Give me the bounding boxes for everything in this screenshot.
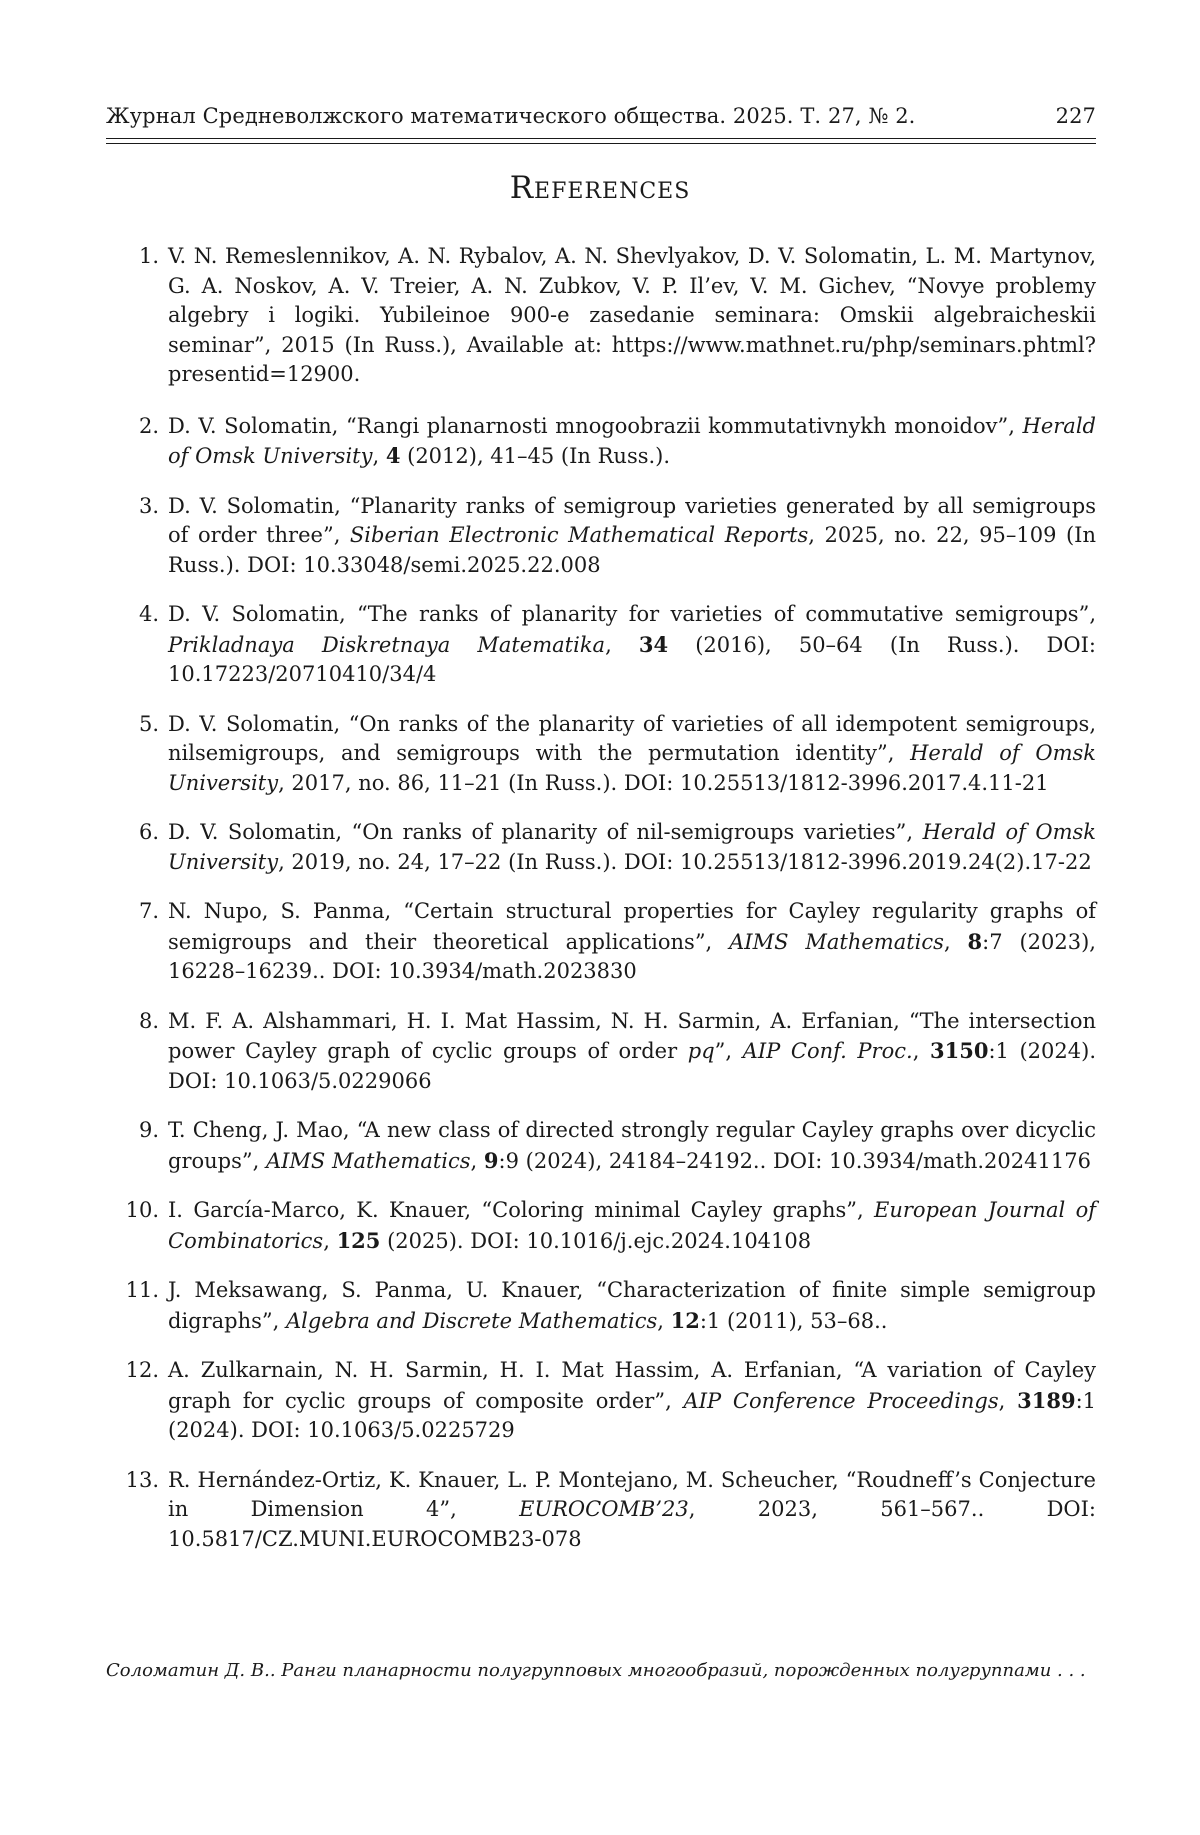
reference-segment: N. Nupo, S. Panma, “Certain structural properties for Cayley regularity graphs of semigroups and their theoretical applications”,: [168, 899, 1096, 954]
reference-italic: AIP Conference Proceedings: [683, 1388, 999, 1413]
reference-item: [106, 600, 1096, 690]
reference-text: [168, 897, 1096, 987]
reference-segment: , 2023, 561–567.. DOI: 10.5817/CZ.MUNI.EUROCOMB23-078: [168, 1497, 1096, 1551]
reference-item: [106, 1356, 1096, 1446]
reference-segment: ,: [657, 1308, 671, 1333]
reference-number: 9.: [138, 1118, 159, 1142]
reference-segment: V. N. Remeslennikov, A. N. Rybalov, A. N. Shevlyakov, D. V. Solomatin, L. M. Martynov, G. A. Noskov, A. V. Treier, A. N. Zubkov, V. P. Il’ev, V. M. Gichev, “Novye problemy algebry i logiki. Yubileinoe 900-e zasedanie seminara: Omskii algebraicheskii seminar”, 2015 (In Russ.), Available at: https://www.mathnet.ru/php/seminars.phtml?presentid=12900.: [168, 244, 1096, 386]
reference-number: 1.: [138, 244, 159, 268]
reference-text: [168, 1116, 1096, 1176]
reference-segment: D. V. Solomatin, “Planarity ranks of semigroup varieties generated by all semigroups of order three”,: [168, 493, 1096, 547]
reference-italic: Herald of Omsk University: [168, 741, 1096, 795]
running-header: [106, 104, 1096, 128]
reference-segment: ,: [943, 929, 968, 954]
reference-segment: D. V. Solomatin, “Rangi planarnosti mnogoobrazii kommutativnykh monoidov”,: [168, 413, 1023, 438]
reference-italic: AIP Conf. Proc.: [742, 1039, 913, 1063]
reference-volume: 34: [638, 631, 669, 657]
reference-segment: ,: [605, 632, 639, 657]
reference-segment: R. Hernández-Ortiz, K. Knauer, L. P. Montejano, M. Scheucher, “Roudneff’s Conjecture in Dimension 4”,: [168, 1467, 1096, 1521]
reference-list: [106, 242, 1096, 1554]
reference-segment: ,: [470, 1148, 484, 1173]
reference-segment: ,: [998, 1388, 1018, 1413]
reference-text: [168, 242, 1096, 390]
reference-text: [168, 600, 1096, 690]
reference-italic: AIMS Mathematics: [729, 929, 944, 954]
reference-text: [168, 818, 1096, 877]
reference-number: 8.: [138, 1008, 159, 1033]
reference-volume: 12: [670, 1307, 700, 1333]
section-title: References: [509, 170, 691, 206]
reference-segment: D. V. Solomatin, “On ranks of the planarity of varieties of all idempotent semigroups, nilsemigroups, and semigroups with the permutation identity”,: [168, 711, 1096, 765]
reference-item: [106, 492, 1096, 581]
reference-item: [106, 897, 1096, 987]
reference-segment: ,: [912, 1039, 930, 1063]
reference-italic: pq: [687, 1039, 715, 1063]
reference-segment: :7 (2023), 16228–16239.. DOI: 10.3934/math.2023830: [168, 929, 1096, 983]
reference-item: [106, 242, 1096, 390]
reference-italic: Herald of Omsk University: [168, 413, 1096, 468]
reference-segment: (2012), 41–45 (In Russ.).: [400, 444, 671, 468]
reference-item: [106, 1116, 1096, 1176]
reference-segment: :9 (2024), 24184–24192.. DOI: 10.3934/math.20241176: [498, 1148, 1091, 1173]
reference-number: 2.: [138, 413, 159, 438]
reference-text: [168, 412, 1096, 472]
reference-number: 5.: [138, 711, 159, 736]
reference-italic: AIMS Mathematics: [265, 1148, 471, 1173]
reference-segment: ”,: [714, 1039, 743, 1063]
page-number: 227: [1055, 104, 1096, 128]
reference-italic: Siberian Electronic Mathematical Reports: [349, 523, 809, 547]
reference-italic: European Journal of Combinatorics: [168, 1198, 1096, 1253]
reference-text: [168, 492, 1096, 581]
reference-italic: Algebra and Discrete Mathematics: [286, 1308, 658, 1333]
reference-segment: J. Meksawang, S. Panma, U. Knauer, “Characterization of finite simple semigroup digraphs”,: [168, 1278, 1096, 1333]
reference-item: [106, 1276, 1096, 1336]
running-footer: Соломатин Д. В.. Ранги планарности полугрупповых многообразий, порожденных полугруппами . . .: [106, 1660, 1086, 1681]
reference-number: 11.: [125, 1278, 159, 1302]
reference-segment: , 2019, no. 24, 17–22 (In Russ.). DOI: 10.25513/1812-3996.2019.24(2).17-22: [278, 849, 1092, 874]
reference-number: 7.: [138, 899, 159, 923]
reference-number: 4.: [138, 602, 159, 626]
reference-volume: 8: [967, 928, 983, 954]
reference-number: 10.: [125, 1198, 159, 1222]
reference-volume: 125: [336, 1227, 381, 1253]
reference-segment: ,: [323, 1228, 337, 1253]
reference-text: [168, 1007, 1096, 1097]
reference-number: 6.: [138, 820, 159, 844]
reference-segment: T. Cheng, J. Mao, “A new class of directed strongly regular Cayley graphs over dicyclic groups”,: [168, 1118, 1096, 1173]
reference-item: [106, 1466, 1096, 1555]
header-rule-thin: [106, 143, 1096, 144]
reference-number: 3.: [138, 493, 159, 518]
reference-number: 12.: [125, 1358, 159, 1382]
reference-text: [168, 710, 1096, 799]
reference-segment: :1 (2024). DOI: 10.1063/5.0229066: [168, 1039, 1096, 1093]
reference-italic: Herald of Omsk University: [168, 820, 1097, 874]
reference-italic: Prikladnaya Diskretnaya Matematika: [168, 632, 606, 657]
reference-item: [106, 412, 1096, 472]
reference-segment: M. F. A. Alshammari, H. I. Mat Hassim, N. H. Sarmin, A. Erfanian, “The intersection power Cayley graph of cyclic groups of order: [168, 1008, 1096, 1063]
reference-segment: , 2017, no. 86, 11–21 (In Russ.). DOI: 10.25513/1812-3996.2017.4.11-21: [278, 770, 1049, 795]
reference-text: [168, 1356, 1096, 1446]
reference-segment: I. García-Marco, K. Knauer, “Coloring minimal Cayley graphs”,: [168, 1198, 875, 1222]
journal-title: Журнал Средневолжского математического общества. 2025. Т. 27, № 2.: [106, 104, 916, 128]
reference-segment: A. Zulkarnain, N. H. Sarmin, H. I. Mat Hassim, A. Erfanian, “A variation of Cayley graph for cyclic groups of composite order”,: [168, 1358, 1096, 1413]
reference-segment: D. V. Solomatin, “The ranks of planarity for varieties of commutative semigroups”,: [168, 602, 1096, 626]
reference-segment: D. V. Solomatin, “On ranks of planarity of nil-semigroups varieties”,: [168, 820, 923, 844]
reference-volume: 4: [385, 443, 401, 468]
reference-text: [168, 1196, 1096, 1256]
reference-text: [168, 1466, 1096, 1555]
reference-volume: 3150: [929, 1038, 989, 1063]
reference-segment: :1 (2011), 53–68..: [699, 1308, 888, 1333]
reference-italic: EUROCOMB’23: [519, 1497, 689, 1521]
reference-item: [106, 818, 1096, 877]
reference-item: [106, 710, 1096, 799]
reference-item: [106, 1196, 1096, 1256]
reference-segment: :1 (2024). DOI: 10.1063/5.0225729: [168, 1388, 1097, 1442]
reference-volume: 9: [483, 1147, 499, 1173]
reference-segment: (2025). DOI: 10.1016/j.ejc.2024.104108: [380, 1228, 812, 1253]
reference-segment: , 2025, no. 22, 95–109 (In Russ.). DOI: 10.33048/semi.2025.22.008: [168, 523, 1096, 577]
header-rule-thick: [106, 138, 1096, 139]
reference-number: 13.: [125, 1467, 159, 1492]
reference-item: [106, 1007, 1096, 1097]
reference-segment: (2016), 50–64 (In Russ.). DOI: 10.17223/20710410/34/4: [168, 632, 1096, 686]
reference-volume: 3189: [1017, 1387, 1076, 1413]
reference-text: [168, 1276, 1096, 1336]
reference-segment: ,: [372, 444, 386, 468]
